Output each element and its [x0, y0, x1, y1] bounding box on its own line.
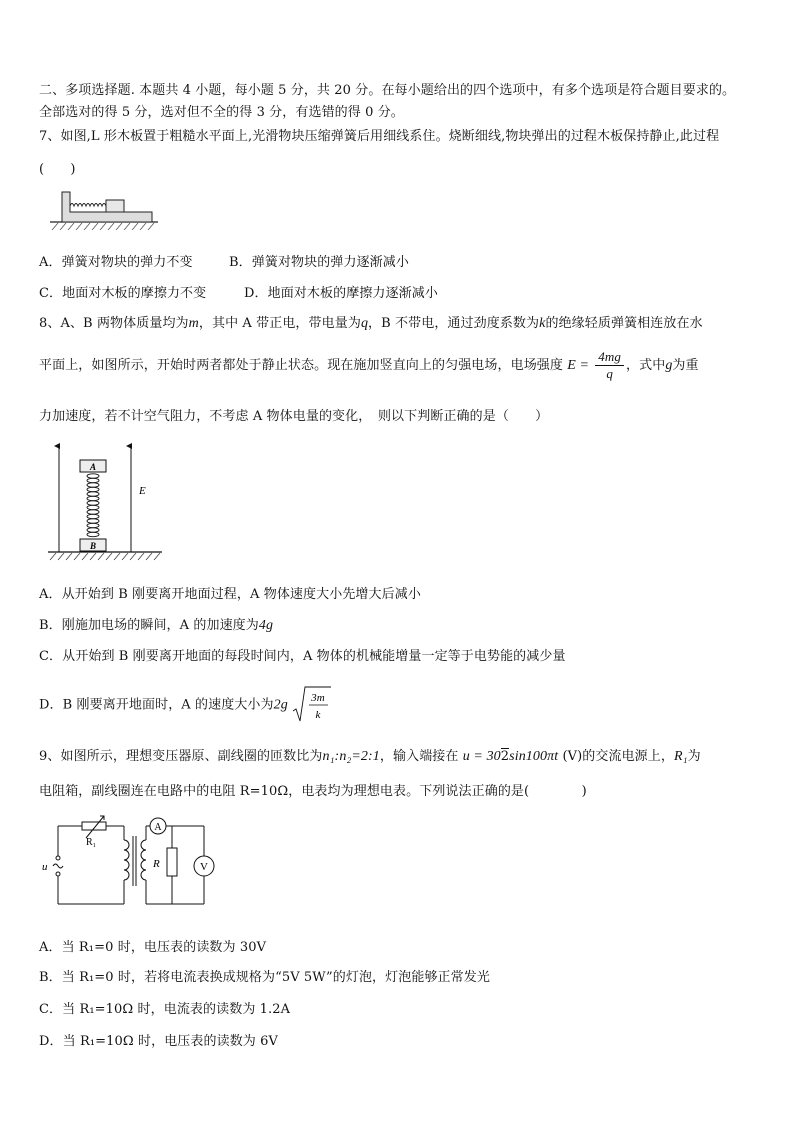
- q9-var-r1: R₁: [674, 749, 688, 764]
- q8-stem-line3: 力加速度，若不计空气阻力，不考虑 A 物体电量的变化， 则以下判断正确的是（ ）: [39, 409, 549, 424]
- sqrt-symbol: [292, 685, 332, 725]
- fraction-denominator: q: [606, 366, 613, 381]
- q9-stem-text: 9、如图所示，理想变压器原、副线圈的匝数比为: [39, 749, 323, 764]
- q9-stem-line2: 电阻箱，副线圈连在电路中的电阻 R=10Ω，电表均为理想电表。下列说法正确的是( ): [39, 784, 587, 799]
- q9-fig-label-u: u: [42, 861, 48, 873]
- q9-turns-ratio: n₁:n₂=2:1: [322, 749, 380, 764]
- q8-option-d-text: D．B 刚要离开地面时，A 的速度大小为: [39, 697, 274, 713]
- q9-voltage-expr-b: sin100πt: [509, 749, 559, 764]
- q8-fig-label-b: B: [89, 541, 97, 551]
- q8-option-d: [39, 685, 332, 725]
- section-instructions-line2: 全部选对的得 5 分，选对但不全的得 3 分，有选错的得 0 分。: [39, 105, 404, 120]
- sqrt-denominator: k: [315, 709, 321, 721]
- fraction-numerator: 4mg: [595, 349, 624, 366]
- q9-circuit-figure: [38, 814, 218, 910]
- q9-option-b: B．当 R₁=0 时，若将电流表换成规格为“5V 5W”的灯泡，灯泡能够正常发光: [39, 970, 490, 985]
- q8-field-eq: E =: [567, 358, 590, 373]
- sqrt-numerator: 3m: [311, 692, 325, 704]
- q8-option-d-coef: 2g: [273, 697, 288, 713]
- q8-fig-label-a: A: [89, 462, 97, 472]
- q8-stem-text: 的绝缘轻质弹簧相连放在水: [545, 316, 703, 331]
- q7-option-b: B．弹簧对物块的弹力逐渐减小: [229, 255, 409, 270]
- q9-stem-text: 为: [687, 749, 701, 764]
- q8-option-c: C．从开始到 B 刚要离开地面的每段时间内，A 物体的机械能增量一定等于电势能的减少量: [39, 649, 566, 664]
- q8-stem-text: 平面上，如图所示，开始时两者都处于静止状态。现在施加竖直向上的匀强电场，电场强度: [39, 358, 564, 373]
- q8-option-b-text: B．刚施加电场的瞬间，A 的加速度为: [39, 618, 259, 633]
- q8-stem-text: ，B 不带电，通过劲度系数为: [368, 316, 540, 331]
- q7-stem: 7、如图,L 形木板置于粗糙水平面上,光滑物块压缩弹簧后用细线系住。烧断细线,物块弹出的过程木板保持静止,此过程: [39, 129, 720, 144]
- q9-fig-label-r: R: [153, 858, 160, 870]
- section-instructions-line1: 二、多项选择题. 本题共 4 小题，每小题 5 分，共 20 分。在每小题给出的四个选项中，有多个选项是符合题目要求的。: [39, 83, 736, 98]
- q7-option-a: A．弹簧对物块的弹力不变: [39, 255, 193, 270]
- q9-option-d: D．当 R₁=10Ω 时，电压表的读数为 6V: [39, 1034, 278, 1049]
- q8-stem-text: 为重: [672, 358, 699, 373]
- q7-option-c: C．地面对木板的摩擦力不变: [39, 286, 207, 301]
- q9-option-c: C．当 R₁=10Ω 时，电流表的读数为 1.2A: [39, 1002, 291, 1017]
- ammeter-icon: A: [154, 822, 162, 833]
- q8-stem-text: ，式中: [626, 358, 666, 373]
- q8-option-a: A．从开始到 B 刚要离开地面过程，A 物体速度大小先增大后减小: [39, 587, 421, 602]
- q8-option-b-value: 4g: [258, 618, 274, 633]
- q8-var-g: g: [665, 358, 673, 373]
- q9-option-a: A．当 R₁=0 时，电压表的读数为 30V: [39, 940, 267, 955]
- q7-option-d: D．地面对木板的摩擦力逐渐减小: [244, 286, 438, 301]
- q9-voltage-sqrt: 2: [500, 749, 510, 764]
- q8-field-fraction: [595, 349, 624, 382]
- q8-stem-text: ，其中 A 带正电，带电量为: [198, 316, 361, 331]
- q9-fig-label-r1: R₁: [86, 837, 97, 848]
- q8-stem-line1: [39, 312, 703, 332]
- q7-blank: ( ): [39, 162, 76, 177]
- q8-fig-label-e: E: [139, 485, 146, 497]
- q9-voltage-expr-a: u = 30: [462, 749, 501, 764]
- q8-figure: [44, 438, 172, 568]
- q9-stem-line1: [39, 745, 701, 765]
- q8-var-q: q: [360, 316, 369, 331]
- q8-stem-text: 8、A、B 两物体质量均为: [39, 316, 189, 331]
- voltmeter-icon: V: [200, 861, 208, 873]
- q9-stem-text: (V)的交流电源上，: [562, 749, 674, 764]
- q8-var-m: m: [188, 316, 199, 331]
- q8-stem-line2: [39, 349, 699, 382]
- q9-stem-text: ，输入端接在: [379, 749, 459, 764]
- q8-var-k: k: [539, 316, 546, 331]
- q8-option-b: [39, 614, 273, 634]
- q7-figure: [48, 186, 160, 230]
